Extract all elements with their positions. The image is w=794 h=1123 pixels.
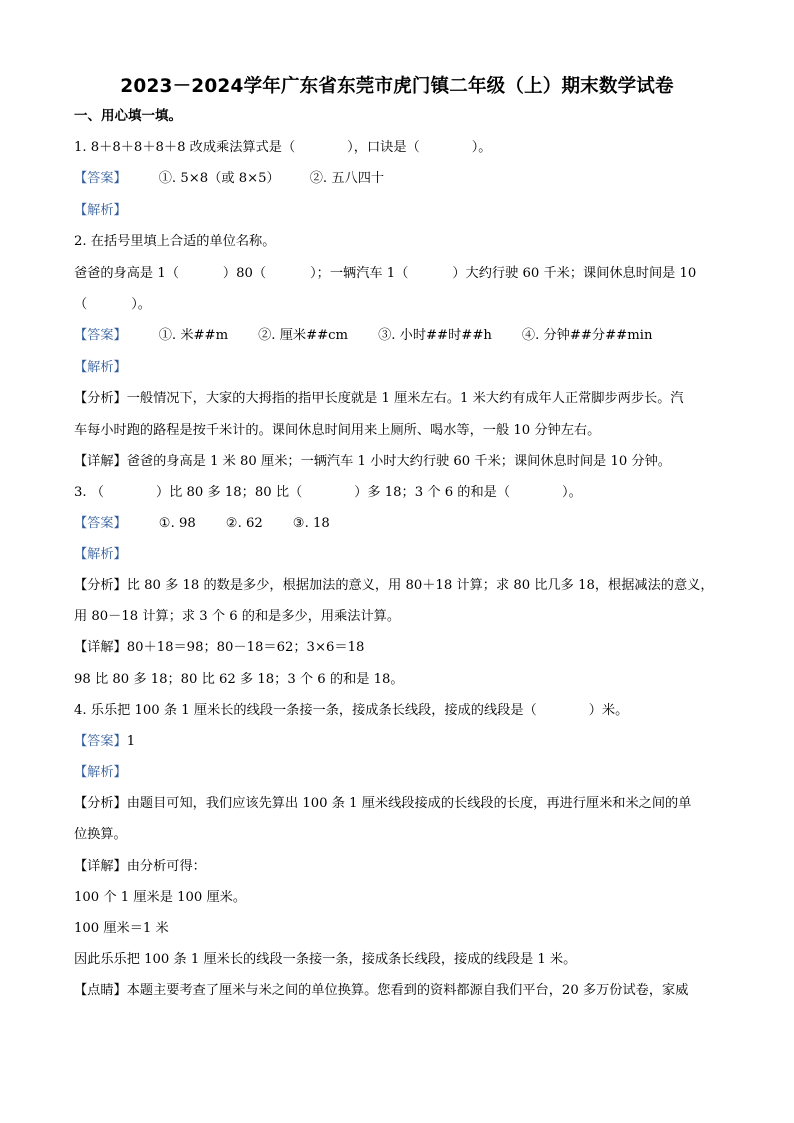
section-heading: 一、用心填一填。 — [74, 108, 182, 124]
question-4-xiangjie-line2: 100 个 1 厘米是 100 厘米。 — [74, 890, 247, 905]
answer-tag: 【答案】 — [74, 328, 127, 343]
question-3-fenxi: 【分析】比 80 多 18 的数是多少，根据加法的意义，用 80＋18 计算；求 80 比几多 18，根据减法的意义， — [74, 578, 714, 593]
question-2-xiangjie: 【详解】爸爸的身高是 1 米 80 厘米；一辆汽车 1 小时大约行驶 60 千米；课间休息时间是 10 分钟。 — [74, 454, 671, 469]
question-3-xiangjie-cont: 98 比 80 多 18；80 比 62 多 18；3 个 6 的和是 18。 — [74, 672, 404, 687]
question-3-analysis — [74, 545, 734, 565]
answer-tag: 【答案】 — [74, 734, 127, 749]
answer-tag: 【答案】 — [74, 171, 127, 186]
question-3-answer: 【答案】 ①. 98 ②. 62 ③. 18 — [74, 516, 330, 531]
question-4-xiangjie: 【详解】由分析可得： — [74, 859, 206, 874]
analysis-tag: 【解析】 — [74, 203, 127, 218]
page-title: 2023－2024学年广东省东莞市虎门镇二年级（上）期末数学试卷 — [120, 76, 674, 97]
answer-tag: 【答案】 — [74, 516, 127, 531]
question-2-fenxi-cont: 车每小时跑的路程是按千米计的。课间休息时间用来上厕所、喝水等，一般 10 分钟左右。 — [74, 423, 601, 438]
question-3-xiangjie: 【详解】80＋18＝98；80－18＝62；3×6＝18 — [74, 640, 365, 655]
question-2-stem-end: （ ）。 — [74, 297, 151, 312]
question-2-stem-cont: 爸爸的身高是 1（ ）80（ ）；一辆汽车 1（ ）大约行驶 60 千米；课间休息时间是 10 — [74, 266, 697, 281]
analysis-tag: 【解析】 — [74, 765, 127, 780]
question-4-fenxi-cont: 位换算。 — [74, 827, 127, 842]
question-4-xiangjie-line4: 因此乐乐把 100 条 1 厘米长的线段一条接一条，接成条长线段，接成的线段是 1 米。 — [74, 952, 577, 967]
question-4-xiangjie-line3: 100 厘米＝1 米 — [74, 921, 169, 936]
analysis-tag: 【解析】 — [74, 360, 127, 375]
question-2-stem: 2. 在括号里填上合适的单位名称。 — [74, 234, 276, 249]
question-4-dianjing: 【点睛】本题主要考查了厘米与米之间的单位换算。您看到的资料都源自我们平台，20 多万份试卷，家威 — [74, 983, 689, 998]
question-2-answer: 【答案】 ①. 米##m ②. 厘米##cm ③. 小时##时##h ④. 分钟##分##min — [74, 328, 653, 343]
question-4-fenxi: 【分析】由题目可知，我们应该先算出 100 条 1 厘米线段接成的长线段的长度，再进行厘米和米之间的单 — [74, 796, 692, 811]
question-1-answer: 【答案】 ①. 5×8（或 8×5） ②. 五八四十 — [74, 171, 385, 186]
analysis-tag: 【解析】 — [74, 547, 127, 562]
question-4-analysis — [74, 763, 734, 783]
question-2-fenxi: 【分析】一般情况下，大家的大拇指的指甲长度就是 1 厘米左右。1 米大约有成年人正常脚步两步长。汽 — [74, 391, 684, 406]
question-3-stem: 3. （ ）比 80 多 18；80 比（ ）多 18；3 个 6 的和是（ ）。 — [74, 485, 582, 500]
question-2-analysis — [74, 358, 734, 378]
question-3-fenxi-cont: 用 80－18 计算；求 3 个 6 的和是多少，用乘法计算。 — [74, 609, 401, 624]
question-4-stem: 4. 乐乐把 100 条 1 厘米长的线段一条接一条，接成条长线段，接成的线段是（ ）米。 — [74, 703, 629, 718]
question-1-analysis — [74, 201, 734, 221]
question-1-stem: 1. 8＋8＋8＋8＋8 改成乘法算式是（ ），口诀是（ ）。 — [74, 140, 492, 155]
question-4-answer: 【答案】1 — [74, 734, 136, 749]
